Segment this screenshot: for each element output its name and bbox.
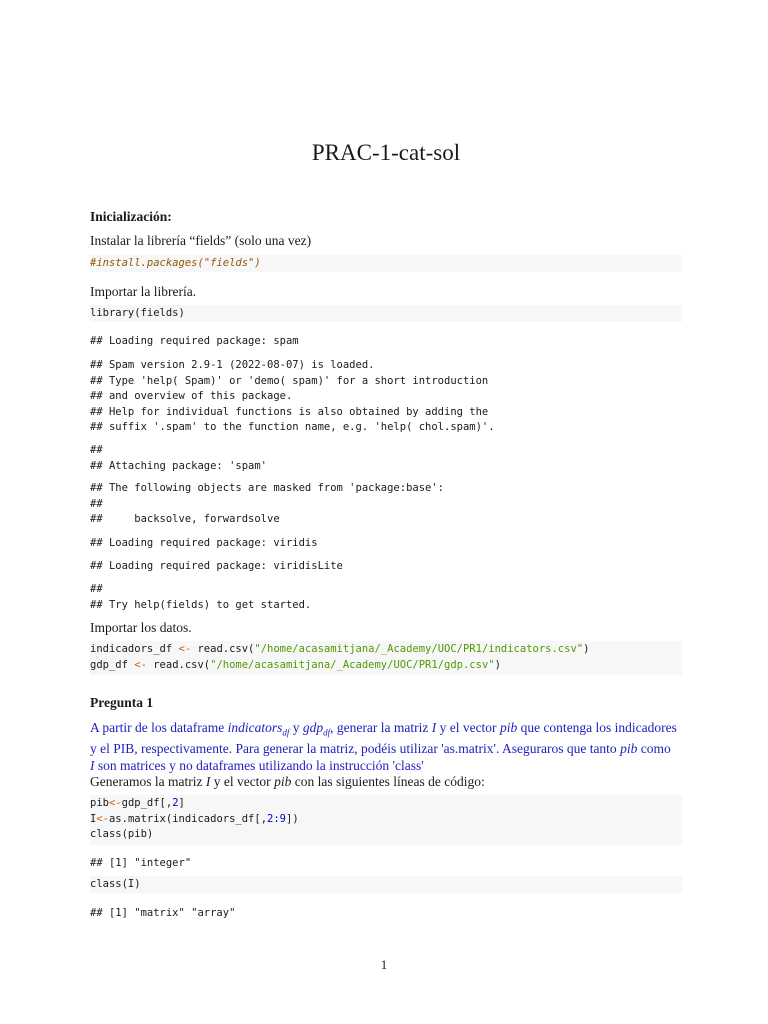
code-token: ] — [178, 797, 185, 809]
import-lib-text: Importar la librería. — [90, 284, 197, 299]
output-line: ## Help for individual functions is also obtained by adding the — [90, 405, 489, 418]
text-run: y — [289, 720, 303, 735]
code-token: read.csv( — [146, 658, 211, 671]
code-token: as.matrix(indicadors_df[, — [108, 812, 268, 825]
code-block-read — [90, 641, 682, 675]
pregunta-text — [90, 720, 682, 774]
code-token: ]) — [286, 812, 299, 825]
math-var: I — [205, 774, 211, 789]
code-token: 2 — [172, 797, 179, 809]
text-run: , generar la matriz — [330, 720, 432, 735]
text-run: A partir de los dataframe — [90, 720, 228, 735]
output-block-1 — [90, 334, 682, 350]
output-line: ## and overview of this package. — [90, 390, 293, 402]
code-token: pib — [90, 797, 109, 809]
math-var: I — [431, 720, 437, 735]
output-line: ## Loading required package: spam — [90, 335, 299, 347]
code-line: class(I) — [90, 878, 141, 890]
code-token: "/home/acasamitjana/_Academy/UOC/PR1/indicators.csv" — [254, 643, 584, 655]
code-block-install — [90, 255, 682, 272]
output-line: ## — [90, 444, 103, 456]
code-block-library — [90, 305, 682, 322]
output-block-7 — [90, 582, 682, 613]
code-token: <- — [108, 797, 122, 809]
code-line: class(pib) — [90, 828, 154, 840]
page-number: 1 — [380, 957, 388, 972]
import-data-text: Importar los datos. — [90, 620, 192, 635]
code-token: ) — [583, 643, 590, 655]
code-line — [90, 796, 682, 812]
output-line: ## backsolve, forwardsolve — [90, 513, 280, 525]
math-var: indicators — [227, 720, 283, 735]
code-line — [90, 658, 682, 674]
code-token: indicadors_df — [90, 643, 173, 655]
code-block-matrix — [90, 795, 682, 845]
math-var: gdp — [302, 720, 324, 735]
output-line: ## The following objects are masked from 'package:base': — [90, 482, 445, 494]
output-block-9 — [90, 906, 682, 922]
output-line: ## Try help(fields) to get started. — [90, 598, 312, 611]
output-line: ## — [90, 497, 103, 510]
output-line: ## Attaching package: 'spam' — [90, 459, 268, 472]
output-block-5 — [90, 536, 682, 552]
code-line: #install.packages("fields") — [90, 257, 261, 269]
math-var: pib — [274, 774, 292, 789]
code-token: I — [90, 812, 97, 825]
text-run: Generamos la matriz — [90, 774, 206, 789]
output-line: ## Loading required package: viridisLite — [90, 560, 343, 572]
code-line — [90, 812, 682, 828]
code-token: gdp_df — [90, 658, 128, 671]
section-heading-pregunta: Pregunta 1 — [90, 695, 154, 710]
code-token: <- — [127, 658, 147, 671]
code-token: gdp_df[, — [121, 797, 173, 809]
code-token: <- — [172, 643, 192, 655]
math-var: I — [90, 757, 95, 773]
math-var: pib — [620, 741, 638, 757]
output-block-8 — [90, 856, 682, 872]
generamos-text — [90, 774, 485, 790]
output-block-4 — [90, 481, 682, 528]
code-token: read.csv( — [191, 643, 255, 655]
output-line: ## Spam version 2.9-1 (2022-08-07) is loaded. — [90, 359, 375, 371]
section-heading-init: Inicialización: — [90, 209, 172, 224]
output-block-3 — [90, 443, 682, 474]
output-line: ## Loading required package: viridis — [90, 537, 318, 549]
code-token: "/home/acasamitjana/_Academy/UOC/PR1/gdp.csv" — [210, 658, 495, 671]
text-run: son matrices y no dataframes utilizando la instrucción 'class' — [94, 757, 424, 773]
text-run: y el vector — [210, 774, 275, 789]
page-title: PRAC-1-cat-sol — [311, 140, 461, 165]
text-run: con las siguientes líneas de código: — [291, 774, 485, 789]
output-line: ## Type 'help( Spam)' or 'demo( spam)' for a short introduction — [90, 374, 489, 387]
output-block-2 — [90, 358, 682, 436]
output-block-6 — [90, 559, 682, 575]
code-block-class — [90, 876, 682, 893]
text-run: como — [637, 741, 671, 757]
code-token: 2:9 — [267, 812, 286, 825]
math-sub: df — [282, 727, 290, 738]
install-text: Instalar la librería “fields” (solo una vez) — [90, 233, 312, 248]
output-line: ## — [90, 583, 103, 595]
math-sub: df — [323, 727, 331, 738]
text-run: y el vector — [436, 720, 500, 735]
output-line: ## suffix '.spam' to the function name, e.g. 'help( chol.spam)'. — [90, 421, 495, 433]
output-line: ## [1] "integer" — [90, 857, 192, 869]
code-token: <- — [96, 812, 109, 825]
text-run: que contenga los indicadores — [517, 720, 677, 735]
code-line — [90, 642, 682, 658]
math-var: pib — [499, 720, 518, 735]
text-run: y el PIB, respectivamente. Para generar la matriz, podéis utilizar 'as.matrix'. Aseguraros que tanto — [90, 741, 621, 757]
output-line: ## [1] "matrix" "array" — [90, 907, 236, 919]
code-token: ) — [494, 658, 501, 671]
code-line: library(fields) — [90, 307, 185, 319]
